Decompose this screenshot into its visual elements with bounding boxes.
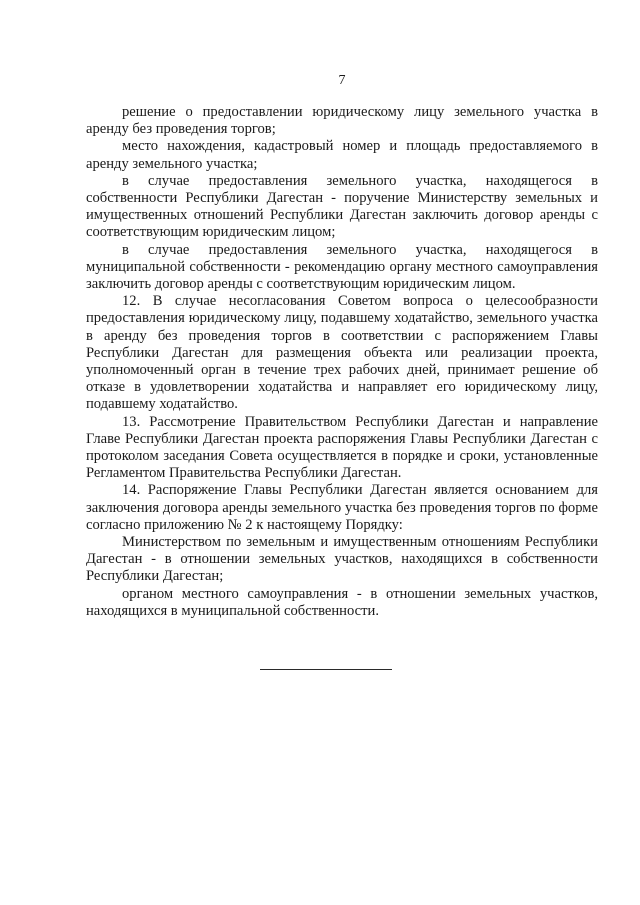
paragraph-republic-ownership: в случае предоставления земельного участка, находящегося в собственности Республики Дагестан - поручение Министерству земельных и имущественных отношений Республики Дагестан заключить договор аренды с соответствующим юридическим лицом; <box>86 172 598 241</box>
paragraph-item-12: 12. В случае несогласования Советом вопроса о целесообразности предоставления юридическому лицу, подавшему ходатайство, земельного участка в аренду без проведения торгов в соответствии с распоряжением Главы Республики Дагестан для размещения объекта или реализации проекта, уполномоченный орган в течение трех рабочих дней, принимает решение об отказе в удовлетворении ходатайства и направляет его юридическому лицу, подавшему ходатайство. <box>86 293 598 413</box>
paragraph-ministry: Министерством по земельным и имущественным отношениям Республики Дагестан - в отношении земельных участков, находящихся в собственности Республики Дагестан; <box>86 534 598 585</box>
paragraph-local-authority: органом местного самоуправления - в отношении земельных участков, находящихся в муниципальной собственности. <box>86 585 598 619</box>
paragraph-item-14: 14. Распоряжение Главы Республики Дагестан является основанием для заключения договора аренды земельного участка без проведения торгов по форме согласно приложению № 2 к настоящему Порядку: <box>86 482 598 533</box>
page-number: 7 <box>338 73 346 88</box>
paragraph-municipal-ownership: в случае предоставления земельного участка, находящегося в муниципальной собственности - рекомендацию органу местного самоуправления заключить договор аренды с соответствующим юридическим лицом. <box>86 241 598 293</box>
paragraph-location: место нахождения, кадастровый номер и площадь предоставляемого в аренду земельного участка; <box>86 138 598 172</box>
paragraph-decision: решение о предоставлении юридическому лицу земельного участка в аренду без проведения торгов; <box>86 104 598 138</box>
end-separator-line <box>260 669 392 670</box>
paragraph-item-13: 13. Рассмотрение Правительством Республики Дагестан и направление Главе Республики Дагестан проекта распоряжения Главы Республики Дагестан с протоколом заседания Совета осуществляется в порядке и сроки, установленные Регламентом Правительства Республики Дагестан. <box>86 413 598 482</box>
document-body <box>86 104 598 620</box>
